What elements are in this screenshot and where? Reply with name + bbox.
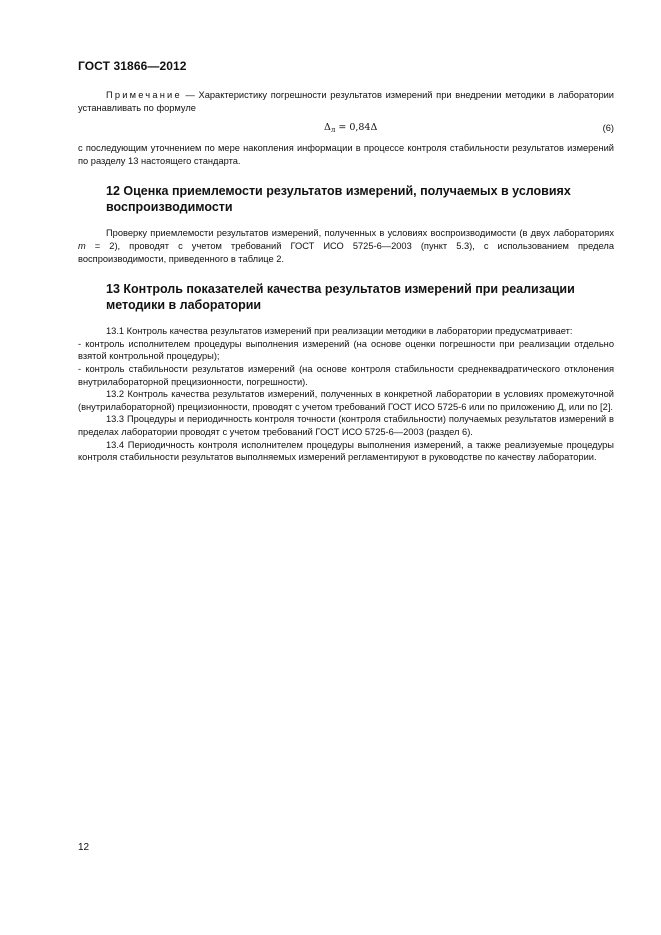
clause-13-1-bullet-1: - контроль исполнителем процедуры выполнения измерений (на основе оценки погрешности при реализации отдельно взятой контрольной процедуры); bbox=[78, 338, 614, 362]
note-text: — Характеристику погрешности результатов измерений при внедрении методики в лаборатории устанавливать по формуле bbox=[78, 90, 614, 113]
clause-13-1: 13.1 Контроль качества результатов измерений при реализации методики в лаборатории предусматривает: bbox=[106, 326, 573, 337]
page-number: 12 bbox=[78, 842, 90, 853]
clause-13-3: 13.3 Процедуры и периодичность контроля точности (контроля стабильности) получаемых результатов измерений в пределах лаборатории проводят с учетом требований ГОСТ ИСО 5725-6—2003 (раздел 6). bbox=[78, 414, 614, 437]
page-content bbox=[78, 89, 614, 464]
section-12-text-a: Проверку приемлемости результатов измерений, полученных в условиях воспроизводимости (в двух лабораториях bbox=[106, 228, 614, 239]
document-header: ГОСТ 31866—2012 bbox=[78, 59, 187, 73]
formula-number: (6) bbox=[602, 123, 614, 134]
clause-13-2: 13.2 Контроль качества результатов измерений, полученных в конкретной лаборатории в условиях промежуточной (внутрилабораторной) прецизионности, проводят с учетом требований ГОСТ ИСО 5725-6 или по приложению Д, или по [2]. bbox=[78, 389, 614, 412]
section-13-heading: 13 Контроль показателей качества результатов измерений при реализации методики в лаборатории bbox=[106, 282, 575, 313]
note-label: Примечание bbox=[106, 90, 182, 100]
formula-row bbox=[78, 122, 614, 136]
section-12-paragraph bbox=[78, 227, 614, 265]
section-12-variable-m: m bbox=[78, 240, 86, 251]
note-continuation: с последующим уточнением по мере накопления информации в процессе контроля стабильности результатов измерений по разделу 13 настоящего стандарта. bbox=[78, 143, 614, 166]
section-12-heading: 12 Оценка приемлемости результатов измерений, получаемых в условиях воспроизводимости bbox=[106, 184, 571, 215]
formula-subscript: л bbox=[330, 126, 336, 135]
clause-13-4: 13.4 Периодичность контроля исполнителем процедуры выполнения измерений, а также реализуемые процедуры контроля стабильности результатов выполняемых измерений регламентируют в руководстве по качеству лаборатории. bbox=[78, 439, 614, 463]
note-paragraph bbox=[78, 89, 614, 114]
section-12-text-b: = 2), проводят с учетом требований ГОСТ ИСО 5725-6—2003 (пункт 5.3), с использованием предела воспроизводимости, приведенного в таблице 2. bbox=[78, 240, 614, 264]
formula-delta: Δ bbox=[324, 122, 331, 134]
formula bbox=[324, 122, 377, 137]
formula-rhs: = 0,84Δ bbox=[335, 122, 378, 134]
clause-13-1-bullet-2: - контроль стабильности результатов измерений (на основе контроля стабильности среднеквадратического отклонения внутрилабораторной прецизионности, погрешности). bbox=[78, 363, 614, 387]
